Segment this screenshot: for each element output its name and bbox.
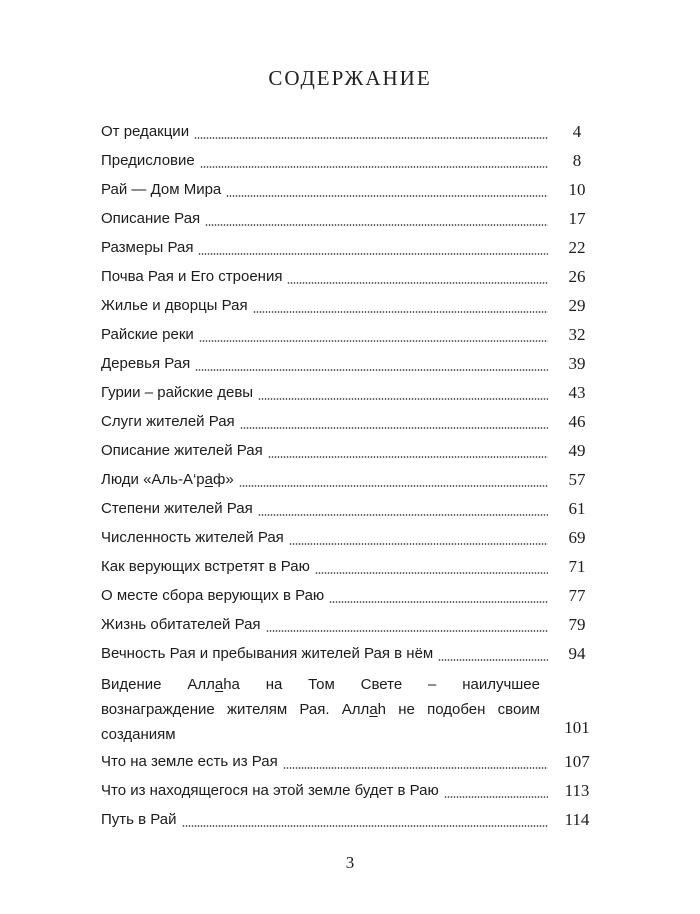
dot-leader — [289, 543, 548, 545]
toc-page-number: 22 — [568, 238, 586, 257]
dot-leader — [329, 601, 548, 603]
toc-page-number: 29 — [568, 296, 586, 315]
toc-entry-title: Гурии – райские девы — [101, 384, 254, 401]
title-segment-underlined: а — [369, 701, 378, 718]
title-segment: Люди «Аль-А‘р — [101, 471, 205, 488]
toc-page-number: 94 — [568, 644, 586, 663]
dot-leader — [194, 137, 548, 139]
dot-leader — [287, 282, 548, 284]
toc-entry-title: Райские реки — [101, 326, 194, 343]
dot-leader — [195, 369, 548, 371]
toc-page-number: 46 — [568, 412, 586, 431]
toc-entry-title: Жизнь обитателей Рая — [101, 616, 261, 633]
dot-leader — [253, 311, 548, 313]
toc-entry-title: Жилье и дворцы Рая — [101, 297, 248, 314]
dot-leader — [200, 166, 548, 168]
toc-page-number: 49 — [568, 441, 586, 460]
dot-leader — [182, 825, 549, 827]
toc-entry — [101, 349, 600, 378]
toc-entry-title: Описание жителей Рая — [101, 442, 263, 459]
toc-entry — [101, 233, 600, 262]
dot-leader — [198, 253, 548, 255]
title-line — [101, 697, 540, 722]
toc-entry-title: Что на земле есть из Рая — [101, 753, 278, 770]
toc-page-number: 71 — [568, 557, 586, 576]
toc-entry-title: Что из находящегося на этой земле будет в Раю — [101, 782, 439, 799]
dot-leader — [258, 514, 548, 516]
toc-entry — [101, 407, 600, 436]
toc-entry-title: Путь в Рай — [101, 811, 177, 828]
toc-entry-title: О месте сбора верующих в Раю — [101, 587, 325, 604]
dot-leader — [240, 427, 548, 429]
toc-entry — [101, 465, 600, 494]
toc-entry — [101, 494, 600, 523]
title-segment: созданиям — [101, 726, 176, 743]
toc-entry-title: Предисловие — [101, 152, 195, 169]
toc-page-number: 77 — [568, 586, 586, 605]
dot-leader — [199, 340, 548, 342]
toc-entry-title — [101, 471, 234, 488]
dot-leader — [226, 195, 548, 197]
title-segment-underlined: а — [204, 471, 213, 488]
toc-entry — [101, 320, 600, 349]
table-of-contents — [101, 117, 600, 834]
toc-page-number: 61 — [568, 499, 586, 518]
toc-page-number: 69 — [568, 528, 586, 547]
toc-entry — [101, 204, 600, 233]
toc-entry — [101, 262, 600, 291]
dot-leader — [239, 485, 548, 487]
toc-entry — [101, 776, 600, 805]
toc-page-number: 43 — [568, 383, 586, 402]
toc-heading: СОДЕРЖАНИЕ — [268, 66, 432, 90]
toc-entry-title: Деревья Рая — [101, 355, 191, 372]
toc-entry-title: Как верующих встретят в Раю — [101, 558, 310, 575]
toc-entry-multiline — [101, 672, 600, 747]
toc-entry-title: Слуги жителей Рая — [101, 413, 235, 430]
page-folio: 3 — [345, 853, 355, 872]
toc-entry — [101, 436, 600, 465]
toc-page-number: 17 — [568, 209, 586, 228]
toc-entry — [101, 610, 600, 639]
dot-leader — [258, 398, 548, 400]
toc-entry-title: От редакции — [101, 123, 190, 140]
toc-page-number: 113 — [564, 781, 590, 800]
toc-page-number: 57 — [568, 470, 586, 489]
toc-entry — [101, 639, 600, 668]
title-segment: hа на Том Свете – наилучшее — [223, 676, 540, 693]
toc-page-number: 8 — [572, 151, 582, 170]
toc-entry — [101, 552, 600, 581]
dot-leader — [283, 767, 548, 769]
dot-leader — [268, 456, 548, 458]
title-line — [101, 722, 540, 747]
toc-entry — [101, 581, 600, 610]
toc-entry-title: Степени жителей Рая — [101, 500, 253, 517]
title-segment-underlined: а — [214, 676, 224, 693]
toc-entry — [101, 523, 600, 552]
title-segment: ф» — [213, 471, 234, 488]
toc-page-number: 39 — [568, 354, 586, 373]
toc-entry — [101, 805, 600, 834]
toc-page-number: 101 — [564, 718, 590, 737]
toc-entry — [101, 747, 600, 776]
toc-page-number: 26 — [568, 267, 586, 286]
toc-entry-title: Вечность Рая и пребывания жителей Рая в нём — [101, 645, 434, 662]
title-segment: Видение Алл — [101, 676, 215, 693]
dot-leader — [205, 224, 548, 226]
toc-page-number: 10 — [568, 180, 586, 199]
dot-leader — [444, 796, 548, 798]
toc-entry-title: Размеры Рая — [101, 239, 194, 256]
toc-page-number: 4 — [572, 122, 582, 141]
toc-page-number: 107 — [564, 752, 590, 771]
title-segment: вознаграждение жителям Рая. Алл — [101, 701, 370, 718]
title-segment: h не подобен своим — [377, 701, 540, 718]
toc-entry — [101, 378, 600, 407]
toc-page-number: 79 — [568, 615, 586, 634]
toc-entry-title: Описание Рая — [101, 210, 201, 227]
dot-leader — [438, 659, 548, 661]
title-line — [101, 672, 540, 697]
toc-entry — [101, 291, 600, 320]
toc-entry — [101, 117, 600, 146]
toc-entry-title: Рай — Дом Мира — [101, 181, 222, 198]
dot-leader — [315, 572, 548, 574]
dot-leader — [266, 630, 548, 632]
toc-entry — [101, 175, 600, 204]
toc-entry — [101, 146, 600, 175]
toc-entry-title: Почва Рая и Его строения — [101, 268, 283, 285]
toc-entry-title: Численность жителей Рая — [101, 529, 284, 546]
toc-entry-title — [101, 672, 540, 747]
toc-page-number: 32 — [568, 325, 586, 344]
toc-page-number: 114 — [564, 810, 590, 829]
